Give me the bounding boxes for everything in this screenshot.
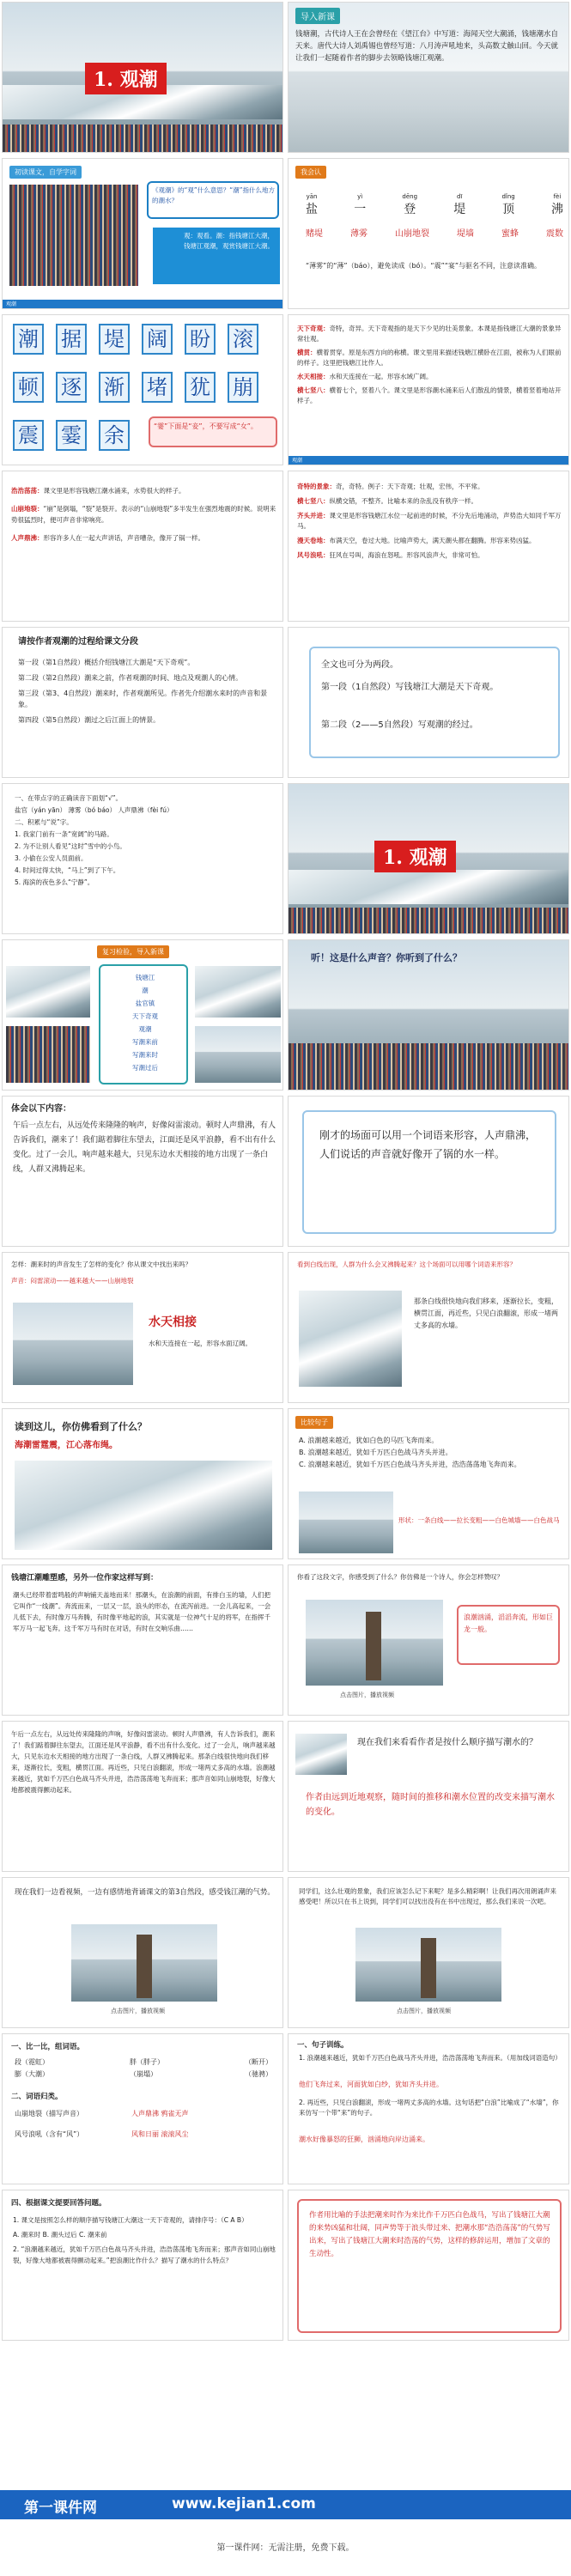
- slide-writer-quote: [2, 1564, 283, 1716]
- char-box: 犹: [185, 372, 216, 403]
- section-badge: 初读课文，自学字词: [9, 166, 82, 179]
- background-photo: [289, 3, 569, 153]
- question-text: 现在我们来看看作者是按什么顺序描写潮水的？: [357, 1738, 538, 1747]
- mindmap-node: 写潮过后: [132, 1064, 158, 1072]
- summary-card: [309, 647, 560, 758]
- slide-experience: [2, 1096, 283, 1247]
- slide-listen: [288, 939, 569, 1091]
- slide-heading: 钱塘江潮雕塑感，另外一位作家这样写到：: [11, 1574, 159, 1583]
- char-box: 阔: [142, 324, 173, 355]
- category-label: 风号浪吼（含有“风”）: [15, 2130, 84, 2138]
- slide-two-parts: [288, 627, 569, 778]
- question-2: 2. 再近些，只见白浪翻滚，形成一堵两丈多高的水墙。这句话把“白浪”比喻成了“水墙”，你来仿写一个带“来”的句子。: [299, 2099, 559, 2117]
- char-box: 崩: [228, 372, 258, 403]
- mindmap-node: 写潮来前: [132, 1038, 158, 1046]
- word-item: dǐng 顶: [501, 193, 515, 216]
- word-row: [306, 193, 563, 239]
- vocab-item: 天下奇观：奇特，奇异。天下奇观指的是天下少见的壮美景象。本课是指钱塘江大潮的景象异常壮观。: [297, 325, 562, 343]
- word-item: 山崩地裂: [395, 229, 429, 239]
- char-box: 顿: [13, 372, 44, 403]
- crowd-photo: [289, 908, 569, 934]
- char-box: 堵: [142, 372, 173, 403]
- question-1: 1. 浪潮越来越近，犹如千万匹白色战马齐头并进，浩浩荡荡地飞奔而来。（用加线词语造句）: [299, 2054, 562, 2062]
- answer-text: 作者用比喻的手法把潮来时作为来比作千万匹白色战马，写出了钱塘江大潮的来势凶猛和壮阔，同声势等于浪头带过来、把潮水那“浩浩荡荡”的气势写出来，写出了钱塘江大潮来时浩荡的气势，这样的修辞运用，增加了文章的生动性。: [309, 2211, 550, 2258]
- slide-sentence-practice: [288, 2033, 569, 2184]
- slide-vocab-3: [288, 471, 569, 622]
- pair-col: （断开） （驰骋）: [245, 2058, 272, 2078]
- question-item: 2. “浪潮越来越近，犹如千万匹白色战马齐头并进，浩浩荡荡地飞奔而来；那声音如同山崩地裂，好像大地都被震得颤动起来。”把浪潮比作什么？描写了潮水的什么特点？: [13, 2245, 276, 2264]
- slide-word-practice: [2, 2033, 283, 2184]
- char-box: 霎: [56, 420, 87, 451]
- word-item: dēng 登: [402, 193, 418, 216]
- slide-vocab-2: [2, 471, 283, 622]
- question-text: 你看了这段文字，你感受到了什么？你仿佛是一个诗人，你会怎样赞叹？: [297, 1573, 503, 1581]
- answer-text: 作者由远到近地观察，随时间的推移和潮水位置的改变来描写潮水的变化。: [306, 1793, 555, 1817]
- answer-text: 形状：一条白线——拉长变粗——白色城墙——白色战马: [398, 1516, 560, 1524]
- vocab-item: 奇特的景象：奇，奇特。例子：天下奇观；壮观，宏伟，不平常。: [297, 483, 484, 490]
- slide-sections: [2, 627, 283, 778]
- section-badge: 导入新课: [295, 8, 340, 24]
- video-caption[interactable]: 点击图片，播放视频: [340, 1692, 394, 1698]
- summary-b: 第一段（1自然段）写钱塘江大潮是天下奇观。: [321, 683, 499, 692]
- word-item: 震数: [546, 229, 563, 239]
- pagoda-shape: [137, 1935, 152, 1998]
- slide-compare: [288, 1408, 569, 1559]
- slide-write-chars: [2, 314, 283, 465]
- section-badge: 比较句子: [295, 1416, 333, 1429]
- video-caption[interactable]: 点击图片，播放视频: [397, 2008, 451, 2014]
- mindmap-list: [107, 971, 183, 1074]
- answer-1: 他们飞奔过来，河面犹如白纱，犹如齐头并进。: [299, 2081, 443, 2088]
- instruction-text: 现在我们一边看视频，一边有感情地背诵课文的第3自然段，感受钱江潮的气势。: [15, 1888, 275, 1897]
- mindmap-node: 天下奇观: [132, 1012, 158, 1020]
- category-answer: 人声鼎沸 鸦雀无声: [131, 2110, 189, 2117]
- pair-col: 胖（胖子） （崩塌）: [130, 2058, 164, 2078]
- exercise-item: 5. 海滨的夜色多么“宁静”。: [15, 878, 94, 886]
- video-caption[interactable]: 点击图片，播放视频: [111, 2008, 165, 2014]
- vocab-list: [297, 324, 563, 406]
- section-badge: 复习检验，导入新课: [97, 945, 169, 958]
- tide-photo: [299, 1291, 402, 1387]
- answer-text: 观：观看。潮：指钱塘江大潮，钱塘江观潮，观赏钱塘江大潮。: [184, 232, 274, 250]
- char-box: 盼: [185, 324, 216, 355]
- listen-question: 听！这是什么声音？你听到了什么？: [311, 952, 462, 963]
- instruction-text: 同学们，这么壮观的景象，我们应该怎么记下来呢？是多么精彩啊！让我们再次用朗诵声来感受吧！所以只在书上说到，同学们可以找出没有在书中出现过，那么我们来说一次吧。: [299, 1887, 556, 1905]
- char-box: 渐: [99, 372, 130, 403]
- slide-imagine: [2, 1408, 283, 1559]
- mindmap-node: 观潮: [138, 1025, 152, 1033]
- tip-text: “霎”下面是“妾”，不要写成“女”。: [154, 422, 258, 430]
- char-box: 余: [99, 420, 130, 451]
- slide-subheading: 二、词语归类。: [11, 2093, 63, 2101]
- crowd-photo: [3, 125, 283, 153]
- poem-text: 浪潮汹涌，滔滔奔流，形如巨龙一般。: [464, 1613, 553, 1633]
- word-item: fèi 沸: [550, 193, 563, 216]
- section-item: 第三段（第3、4自然段）潮来时，作者观潮所见。作者先介绍潮水来时的声音和景象。: [18, 690, 268, 708]
- exercise-item: 2. 为不让别人看见“这时”雪中的小鸟。: [15, 842, 126, 850]
- answer-box: [153, 228, 280, 284]
- mindmap-node: 盐官镇: [135, 999, 155, 1007]
- tide-photo: [15, 1461, 272, 1550]
- compare-item: B. 浪潮越来越近，犹如千万匹白色战马齐头并进。: [299, 1449, 453, 1456]
- section-item: 第一段（第1自然段）概括介绍钱塘江大潮是“天下奇观”。: [18, 659, 195, 666]
- tide-photo-right: [195, 966, 281, 1018]
- question-list: [13, 2215, 276, 2266]
- scene-desc: 水和天连接在一起，形容水面辽阔。: [149, 1340, 252, 1347]
- pronunciation-note: “薄雾”的“薄”（báo），避免读成（bó）。“震”“宴”与驱名不同，注意读准确。: [306, 262, 542, 270]
- footer-note: 第一课件网：无需注册，免费下载。: [216, 2543, 355, 2553]
- exercise-list: [15, 793, 272, 889]
- slide-sound-change: [2, 1252, 283, 1403]
- slide-text-questions: [2, 2190, 283, 2341]
- crowd-photo-left: [6, 1026, 90, 1083]
- slide-white-line: [288, 1252, 569, 1403]
- slide-crowd-scene: [288, 1096, 569, 1247]
- exercise-item: 一、在带点字的正确读音下面划“√”。: [15, 794, 123, 802]
- exercise-item: 4. 时间过得太快，“马上”到了下午。: [15, 866, 120, 874]
- char-box: 滚: [228, 324, 258, 355]
- bottom-bar-label: 观潮: [292, 458, 303, 464]
- word-item: yì 一: [354, 193, 367, 216]
- section-list: [18, 657, 276, 726]
- word-item: dī 堤: [453, 193, 466, 216]
- vocab-list: [297, 482, 563, 561]
- summary-a: 全文也可分为两段。: [321, 660, 398, 670]
- wave-photo: [289, 870, 569, 904]
- slide-recognize: [288, 158, 569, 309]
- pagoda-photo[interactable]: [306, 1600, 443, 1686]
- compare-item: C. 浪潮越来越近，犹如千万匹白色战马齐头并进，浩浩荡荡地飞奔而来。: [299, 1461, 521, 1468]
- question-bubble: [147, 181, 279, 219]
- question-text: 怎样：潮来时的声音发生了怎样的变化？你从课文中找出来吗？: [11, 1261, 191, 1268]
- tide-photo: [299, 1492, 393, 1553]
- intro-text: 钱塘潮，古代诗人王在会曾经在《望江台》中写道：海闻天空大潮涌，钱塘潮水自天来。唐代大诗人刘禹锡也曾经写道：八月涛声吼地来，头高数丈触山回。今天就让我们一起随着作者的脚步去领略钱塘江观潮。: [295, 30, 559, 63]
- pagoda-photo[interactable]: [71, 1924, 217, 2002]
- lesson-title: 1. 观潮: [374, 841, 456, 872]
- slide-read-words: [2, 158, 283, 309]
- slide-heading: 一、句子训练。: [297, 2041, 349, 2050]
- question-text: 《观潮》的“观”什么意思？“潮”指什么地方的潮水？: [152, 186, 276, 204]
- brand-url[interactable]: www.kejian1.com: [172, 2495, 316, 2512]
- word-item: yān 盐: [306, 193, 318, 216]
- vocab-item: 山崩地裂：“崩”是倒塌，“裂”是裂开。表示的“山崩地裂”多半发生在强烈地震的时候。说明来势很猛烈时，便可声音非常响亮。: [11, 505, 276, 524]
- bottom-bar: [289, 456, 569, 465]
- vocab-item: 漫天卷地：布满天空，卷过大地。比喻声势大，满天潮头都在翻腾。形容来势凶猛。: [297, 537, 536, 544]
- river-photo-right: [195, 1026, 281, 1083]
- slide-heading: 体会以下内容：: [11, 1104, 71, 1114]
- poem-card: [457, 1605, 560, 1665]
- mindmap-node: 写潮来时: [132, 1051, 158, 1059]
- answer-text: 那条白线很快地向我们移来，逐渐拉长，变粗，横贯江面，再近些，只见白浪翻滚，形成一堵两丈多高的水墙。: [414, 1297, 558, 1329]
- slide-summary-video: [288, 1877, 569, 2028]
- tide-thumb: [295, 1734, 347, 1775]
- vocab-item: 齐头并进：课文里是形容钱塘江水位一起前进的时候，不分先后地涌动，声势浩大如同千军万马。: [297, 512, 562, 530]
- bottom-bar-label: 观潮: [6, 301, 17, 307]
- exercise-item: 1. 我家门前有一条“宽阔”的马路。: [15, 830, 113, 838]
- exercise-item: 盐官（yán yān） 薄雾（bó báo） 人声鼎沸（fèi fú）: [15, 806, 173, 814]
- question-text: 看到白线出现，人群为什么会又沸腾起来？这个场面可以用哪个词语来形容？: [297, 1261, 516, 1268]
- mindmap-card: [99, 964, 188, 1084]
- vocab-item: 人声鼎沸：形容许多人在一起大声讲话，声音嘈杂，像开了锅一样。: [11, 534, 204, 542]
- word-item: 蜜蜂: [501, 229, 519, 239]
- compare-list: [299, 1435, 562, 1471]
- section-item: 第四段（第5自然段）潮过之后江面上的情景。: [18, 716, 161, 724]
- slide-heading: 一、比一比，组词语。: [11, 2043, 85, 2051]
- word-item: 堤墙: [457, 229, 474, 239]
- slide-review-map: [2, 939, 283, 1091]
- slide-passage: [2, 1721, 283, 1872]
- lesson-title: 1. 观潮: [85, 63, 167, 94]
- word-item: 赌堤: [306, 229, 323, 239]
- bottom-bar: [3, 300, 283, 309]
- answer-text: 海潮雷霆震，江心落布绳。: [15, 1441, 118, 1450]
- exercise-item: 二、积累与“说”字。: [15, 818, 73, 826]
- slide-heading: 四、根据课文提要回答问题。: [11, 2199, 106, 2208]
- slide-exercise: [2, 783, 283, 934]
- section-item: 第二段（第2自然段）潮来之前，作者观潮的时间、地点及观潮人的心情。: [18, 674, 243, 682]
- answer-2: 潮水好像暴怒的狂狮，汹涌地向岸边涌来。: [299, 2136, 429, 2143]
- passage-text: 午后一点左右，从远处传来隆隆的声响，好像闷雷滚动。顿时人声鼎沸，有人告诉我们，潮来了！我们踮着脚往东望去，江面还是风平浪静，看不出有什么变化。过了一会儿，响声越来越大，只见东边水天相接的地方出现了一条白线，人群又沸腾起来。那条白线很快地向我们移来，逐渐拉长，变粗，横贯江面。再近些，只见白浪翻滚，形成一堵两丈多高的水墙。浪潮越来越近，犹如千万匹白色战马齐头并进，浩浩荡荡地飞奔而来；那声音如同山崩地裂，好像大地都被震得颤动起来。: [11, 1730, 276, 1794]
- slide-heading: 请按作者观潮的过程给课文分段: [18, 637, 138, 647]
- horizon-photo: [13, 1303, 133, 1385]
- scene-term: 水天相接: [149, 1315, 197, 1329]
- char-box: 据: [56, 324, 87, 355]
- compare-item: A. 浪潮越来越近，犹如白色的马匹飞奔而来。: [299, 1437, 439, 1444]
- char-box: 堤: [99, 324, 130, 355]
- slide-title: [2, 2, 283, 153]
- vocab-item: 浩浩荡荡：课文里是形容钱塘江潮水涌来，水势很大的样子。: [11, 487, 185, 495]
- crowd-photo: [289, 1043, 569, 1091]
- tip-card: [149, 416, 277, 447]
- tide-photo-left: [6, 966, 90, 1018]
- char-box: 逐: [56, 372, 87, 403]
- word-item: 薄雾: [350, 229, 368, 239]
- passage-text: 午后一点左右，从远处传来隆隆的响声，好像闷雷滚动。顿时人声鼎沸，有人告诉我们，潮来了！我们踮着脚往东望去，江面还是风平浪静，看不出有什么变化。过了一会儿，响声越来越大，只见东边水天相接的地方出现了一条白线，人群又沸腾起来。: [13, 1121, 276, 1174]
- char-box: 潮: [13, 324, 44, 355]
- char-box: 震: [13, 420, 44, 451]
- brand-name: 第一课件网: [24, 2500, 97, 2517]
- slide-intro: [288, 2, 569, 153]
- vocab-list: [11, 485, 277, 544]
- answer-text: 声音：闷雷滚动——越来越大——山崩地裂: [11, 1277, 134, 1285]
- quote-text: 潮头已经带着雷鸣般的声响铺天盖地而来！那潮头，在浪潮的前面，有排白玉的墙，人们把它叫作“一线潮”。奔流而来，一层又一层，浪头的形态，在流泻前进。一会儿高起来，一会儿低下去，有时像万马奔腾，有时像平地起的浪，其实就是一位神气十足的将军，在指挥千军万马一起飞奔。这千军万马有时在对话，有时在交响乐曲……: [13, 1591, 271, 1632]
- slide-answer: [288, 2190, 569, 2341]
- question-item: A. 潮来时 B. 潮头过后 C. 潮来前: [13, 2231, 107, 2239]
- vocab-item: 水天相接：水和天连接在一起。形容水域广阔。: [297, 373, 433, 380]
- summary-c: 第二段（2——5自然段）写观潮的经过。: [321, 720, 478, 730]
- exercise-item: 3. 小偷在公安人员面前。: [15, 854, 88, 862]
- slide-vocab-1: [288, 314, 569, 465]
- vocab-item: 横贯：横着贯穿。原是东西方向的称横。课文里用来描述钱塘江横卧在江面，被称为人们眼前的样子。这里把钱塘江比作人。: [297, 349, 562, 367]
- pair-col: 段（霓虹） 膨（大潮）: [15, 2058, 49, 2078]
- section-badge: 我会认: [295, 166, 326, 179]
- crowd-photo: [9, 185, 138, 286]
- slide-order: [288, 1721, 569, 1872]
- slide-title-repeat: [288, 783, 569, 934]
- vocab-item: 横七竖八：纵横交错，不整齐。比喻本来的杂乱没有秩序一样。: [297, 497, 477, 505]
- pagoda-photo[interactable]: [355, 1928, 501, 2002]
- pagoda-shape: [421, 1938, 436, 1998]
- question-item: 1. 课文是按照怎么样的顺序描写钱塘江大潮这一天下奇观的，请排序号：（C A B）: [13, 2216, 248, 2224]
- vocab-item: 风号浪吼：狂风在号叫，海浪在怒吼。形容风浪声大，非常可怕。: [297, 551, 484, 559]
- scene-text: 刚才的场面可以用一个词语来形容，人声鼎沸，人们说话的声音就好像开了锅的水一样。: [319, 1129, 537, 1160]
- question-text: 读到这儿，你仿佛看到了什么？: [15, 1421, 147, 1432]
- mindmap-node: 潮: [142, 987, 149, 994]
- brand-banner: [0, 2490, 571, 2519]
- pagoda-shape: [366, 1612, 381, 1680]
- slide-poet: [288, 1564, 569, 1716]
- scene-card: [302, 1110, 556, 1234]
- category-answer: 风和日丽 滚滚风尘: [131, 2130, 189, 2138]
- answer-card: [297, 2199, 562, 2333]
- mindmap-node: 钱塘江: [135, 974, 155, 981]
- vocab-item: 横七竖八：横着七个，竖着八个。课文里是形容潮水涌来后人们散乱的情景，横着竖着地站开样子。: [297, 386, 562, 404]
- slide-recite: [2, 1877, 283, 2028]
- pair-grid: [15, 2057, 272, 2081]
- category-label: 山崩地裂（描写声音）: [15, 2110, 83, 2117]
